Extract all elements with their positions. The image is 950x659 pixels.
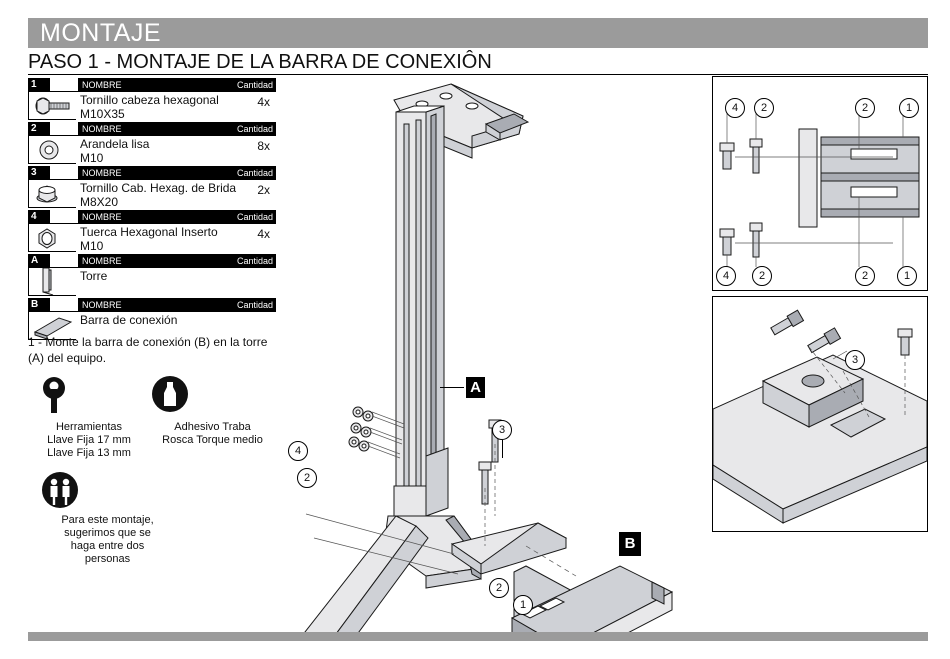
part-table-head [78,122,276,136]
note-adhesive [150,375,275,447]
wrench-icon [34,375,74,417]
page-title: MONTAJE [40,19,162,47]
tools-label-2: Llave Fija 17 mm [47,434,131,446]
table-row [28,78,276,120]
table-row [28,210,276,252]
col-name: NOMBRE [82,300,122,310]
part-index: 2 [28,122,50,136]
panel-top-callout-1b: 1 [897,266,917,286]
detail-panel-bottom [712,296,928,532]
panel-top-callout-1a: 1 [899,98,919,118]
col-qty: Cantidad [236,212,273,222]
hex-nut-icon [28,224,76,252]
leader-callout-3 [502,440,503,458]
part-index: A [28,254,50,268]
part-index: B [28,298,50,312]
col-qty: Cantidad [236,124,273,134]
tools-label-3: Llave Fija 13 mm [47,447,131,459]
main-assembly-drawing [276,76,706,632]
callout-4: 4 [288,441,308,461]
tower-icon [28,268,76,296]
col-name: NOMBRE [82,256,122,266]
threadlocker-bottle-icon [150,375,190,417]
persons-label-3: haga entre dos [70,540,145,552]
panel-top-callout-2a: 2 [754,98,774,118]
panel-top-callout-2d: 2 [855,266,875,286]
part-spec: M10 [80,151,104,165]
col-qty: Cantidad [236,256,273,266]
part-marker-a: A [466,377,485,398]
persons-label-2: sugerimos que se [64,527,151,539]
note-tools [34,375,144,460]
leader-a [440,387,464,388]
flange-bolt-icon [28,180,76,208]
parts-table [28,78,276,342]
callout-2b: 2 [489,578,509,598]
col-name: NOMBRE [82,124,122,134]
col-name: NOMBRE [82,80,122,90]
panel-bottom-callout-3: 3 [845,350,865,370]
header-divider [28,74,928,75]
step-title: PASO 1 - MONTAJE DE LA BARRA DE CONEXIÔN [28,51,492,73]
persons-label-4: personas [84,553,131,565]
panel-top-callout-4a: 4 [725,98,745,118]
part-table-head [78,210,276,224]
part-index: 1 [28,78,50,92]
panel-top-callout-4b: 4 [716,266,736,286]
col-name: NOMBRE [82,212,122,222]
two-persons-icon [40,470,80,510]
col-name: NOMBRE [82,168,122,178]
flat-washer-icon [28,136,76,164]
tools-label-1: Herramientas [55,421,123,433]
instruction-text: 1 - Monte la barra de conexión (B) en la torre (A) del equipo. [28,335,268,365]
part-spec: M8X20 [80,195,119,209]
part-spec: M10X35 [80,107,125,121]
part-table-head [78,254,276,268]
part-name: Tuerca Hexagonal Inserto [80,225,218,239]
header-bar [28,18,928,48]
panel-top-callout-2b: 2 [855,98,875,118]
part-index: 4 [28,210,50,224]
adhesive-label-1: Adhesivo Traba [174,421,251,433]
hex-bolt-icon [28,92,76,120]
part-table-head [78,166,276,180]
part-name: Tornillo Cab. Hexag. de Brida [80,181,237,195]
panel-top-callout-2c: 2 [752,266,772,286]
part-table-head [78,298,276,312]
callout-3: 3 [492,420,512,440]
col-qty: Cantidad [236,168,273,178]
adhesive-label-2: Rosca Torque medio [162,434,263,446]
table-row [28,166,276,208]
part-qty: 2x [257,183,270,197]
col-qty: Cantidad [236,300,273,310]
table-row [28,122,276,164]
part-qty: 8x [257,139,270,153]
part-name: Tornillo cabeza hexagonal [80,93,219,107]
footer-bar [28,632,928,641]
part-name: Torre [80,269,108,283]
part-table-head [78,78,276,92]
part-qty: 4x [257,95,270,109]
part-marker-b: B [619,532,641,556]
table-row [28,254,276,296]
part-name: Barra de conexión [80,313,178,327]
part-index: 3 [28,166,50,180]
callout-1: 1 [513,595,533,615]
part-name: Arandela lisa [80,137,150,151]
col-qty: Cantidad [236,80,273,90]
part-spec: M10 [80,239,104,253]
callout-2: 2 [297,468,317,488]
note-persons [40,470,175,566]
part-qty: 4x [257,227,270,241]
persons-label-1: Para este montaje, [61,514,154,526]
